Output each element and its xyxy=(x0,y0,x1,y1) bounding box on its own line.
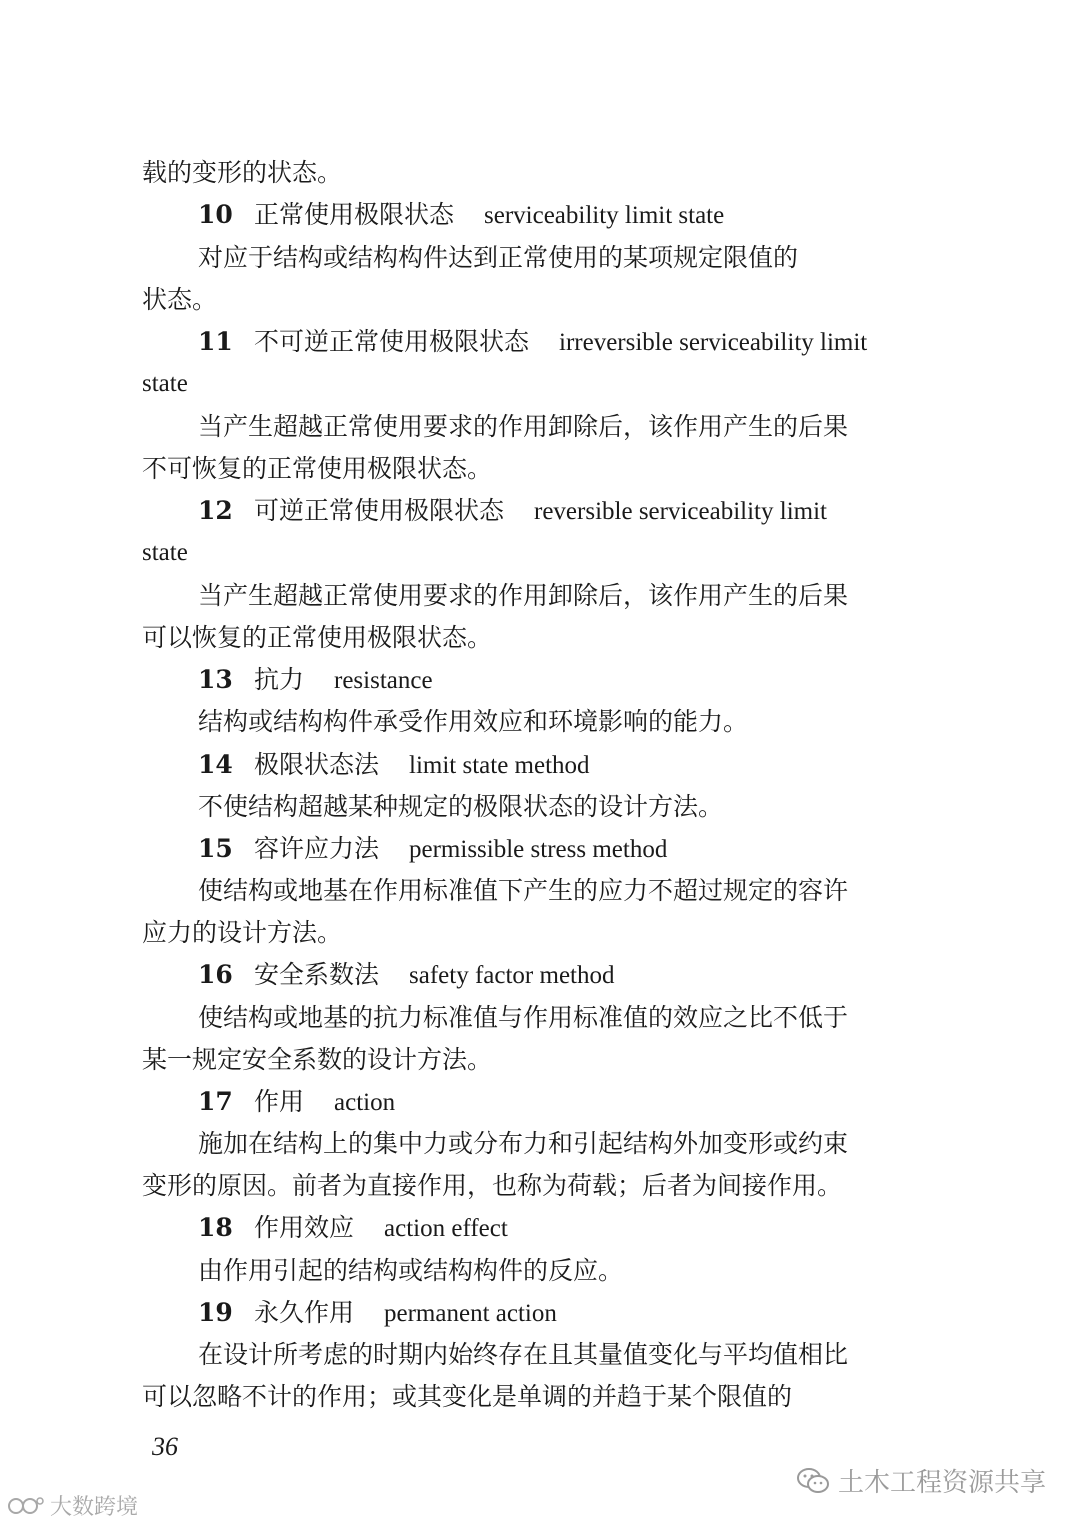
watermark-text: 土木工程资源共享 xyxy=(837,1468,1046,1498)
term-chinese: 作用效应 xyxy=(254,1213,355,1242)
term-number: 11 xyxy=(198,327,233,356)
text-line: 使结构或地基的抗力标准值与作用标准值的效应之比不低于 xyxy=(198,1003,849,1032)
term-number: 14 xyxy=(198,750,233,779)
term-english: limit state method xyxy=(409,752,590,779)
text-line: 载的变形的状态。 xyxy=(142,158,343,187)
text-line: 使结构或地基在作用标准值下产生的应力不超过规定的容许 xyxy=(198,876,849,905)
term-number: 10 xyxy=(198,200,233,229)
text-line: 不使结构超越某种规定的极限状态的设计方法。 xyxy=(198,792,724,821)
watermark-right xyxy=(796,1462,1046,1499)
term-chinese: 正常使用极限状态 xyxy=(254,200,455,229)
term-chinese: 容许应力法 xyxy=(254,834,380,863)
term-chinese: 可逆正常使用极限状态 xyxy=(254,496,505,525)
text-line: 应力的设计方法。 xyxy=(142,918,343,947)
text-line: 施加在结构上的集中力或分布力和引起结构外加变形或约束 xyxy=(198,1129,849,1158)
text-line: state xyxy=(142,539,188,566)
term-14 xyxy=(198,748,590,783)
term-number: 15 xyxy=(198,834,233,863)
text-line: 对应于结构或结构构件达到正常使用的某项规定限值的 xyxy=(198,243,799,272)
term-13 xyxy=(198,663,433,698)
term-english: irreversible serviceability limit xyxy=(559,329,868,356)
term-english: reversible serviceability limit xyxy=(534,498,827,525)
term-english: permanent action xyxy=(384,1300,557,1327)
term-19 xyxy=(198,1296,557,1331)
wechat-icon xyxy=(796,1467,830,1495)
term-chinese: 不可逆正常使用极限状态 xyxy=(254,327,530,356)
term-chinese: 永久作用 xyxy=(254,1298,355,1327)
term-english: action xyxy=(334,1089,396,1116)
watermark-left xyxy=(6,1490,138,1521)
term-number: 19 xyxy=(198,1298,233,1327)
term-number: 12 xyxy=(198,496,233,525)
term-number: 16 xyxy=(198,960,233,989)
text-line: 在设计所考虑的时期内始终存在且其量值变化与平均值相比 xyxy=(198,1340,849,1369)
term-16 xyxy=(198,958,614,993)
text-line: 可以忽略不计的作用；或其变化是单调的并趋于某个限值的 xyxy=(142,1382,793,1411)
term-number: 13 xyxy=(198,665,233,694)
text-line: state xyxy=(142,370,188,397)
term-english: action effect xyxy=(384,1215,508,1242)
term-english: safety factor method xyxy=(409,962,615,989)
term-number: 17 xyxy=(198,1087,233,1116)
term-chinese: 安全系数法 xyxy=(254,960,380,989)
text-line: 变形的原因。前者为直接作用，也称为荷载；后者为间接作用。 xyxy=(142,1171,843,1200)
term-english: serviceability limit state xyxy=(484,202,725,229)
page-number: 36 xyxy=(152,1432,178,1461)
text-line: 当产生超越正常使用要求的作用卸除后，该作用产生的后果 xyxy=(198,412,849,441)
text-line: 由作用引起的结构或结构构件的反应。 xyxy=(198,1256,624,1285)
term-17 xyxy=(198,1085,395,1120)
term-chinese: 抗力 xyxy=(254,665,305,694)
term-11 xyxy=(198,325,867,360)
text-line: 结构或结构构件承受作用效应和环境影响的能力。 xyxy=(198,707,749,736)
term-english: permissible stress method xyxy=(409,836,668,863)
term-15 xyxy=(198,832,667,867)
term-english: resistance xyxy=(334,667,433,694)
text-line: 不可恢复的正常使用极限状态。 xyxy=(142,454,493,483)
watermark-text: 大数跨境 xyxy=(50,1495,139,1520)
text-line: 状态。 xyxy=(142,285,218,314)
term-number: 18 xyxy=(198,1213,233,1242)
term-chinese: 极限状态法 xyxy=(254,750,380,779)
term-10 xyxy=(198,198,724,233)
brand-logo-icon xyxy=(6,1495,46,1517)
term-12 xyxy=(198,494,827,529)
term-18 xyxy=(198,1211,508,1246)
term-chinese: 作用 xyxy=(254,1087,305,1116)
text-line: 当产生超越正常使用要求的作用卸除后，该作用产生的后果 xyxy=(198,581,849,610)
text-line: 可以恢复的正常使用极限状态。 xyxy=(142,623,493,652)
text-line: 某一规定安全系数的设计方法。 xyxy=(142,1045,493,1074)
